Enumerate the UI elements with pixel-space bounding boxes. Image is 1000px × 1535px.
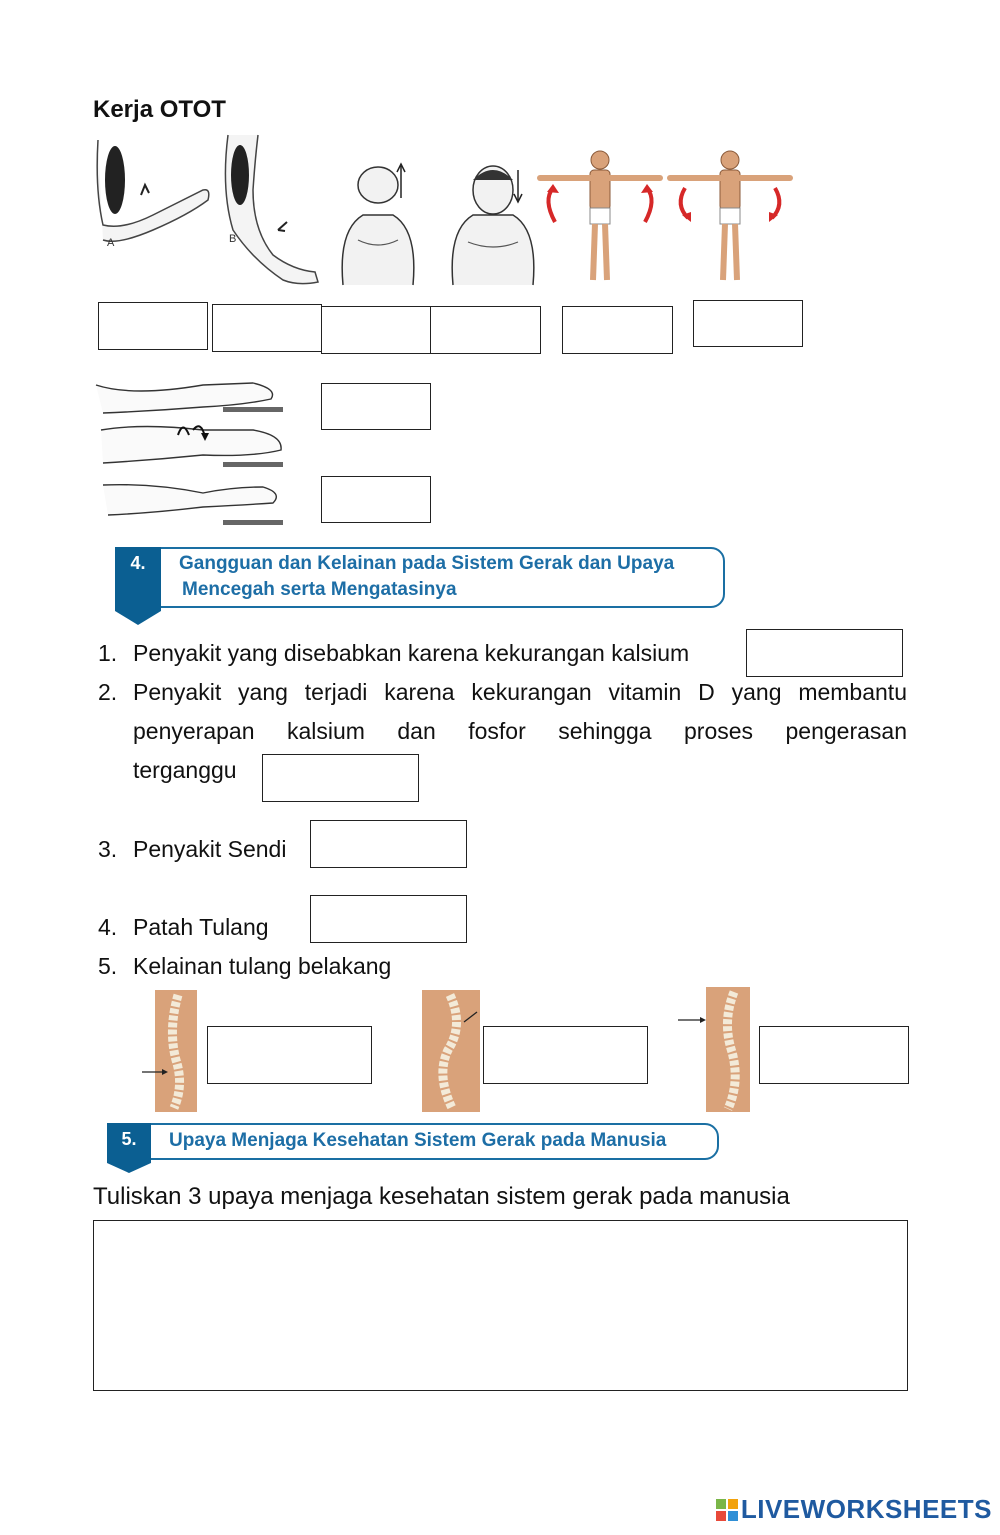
muscle-movement-illustrations xyxy=(93,130,793,290)
instruction-text: Tuliskan 3 upaya menjaga kesehatan sistem gerak pada manusia xyxy=(93,1183,790,1210)
answer-box-spine-3[interactable] xyxy=(759,1026,909,1084)
answer-box-muscle-2[interactable] xyxy=(212,304,322,352)
spine-scoliosis-illustration xyxy=(422,990,480,1112)
question-4-text: Patah Tulang xyxy=(133,914,269,940)
question-3-number: 3. xyxy=(98,836,118,862)
footer-brand-text: LIVEWORKSHEETS xyxy=(740,1494,992,1524)
question-2 xyxy=(98,673,908,793)
question-3-text: Penyakit Sendi xyxy=(133,836,287,862)
section-4-title-line2: Mencegah serta Mengatasinya xyxy=(182,579,457,600)
arm-b-illustration xyxy=(225,135,318,284)
question-2-line1: Penyakit yang terjadi karena kekurangan vitamin D yang membantu xyxy=(133,679,907,705)
section-5-number: 5. xyxy=(121,1129,137,1149)
question-2-line2: penyerapan kalsium dan fosfor sehingga proses pengerasan xyxy=(133,718,907,744)
question-1-text: Penyakit yang disebabkan karena kekurangan kalsium xyxy=(133,640,690,666)
question-5 xyxy=(98,947,598,987)
answer-box-muscle-4[interactable] xyxy=(430,306,541,354)
question-2-number: 2. xyxy=(98,679,118,705)
arm-b-label: B xyxy=(229,233,237,245)
head-up-illustration xyxy=(342,164,414,285)
forearm-rotation-illustration xyxy=(93,375,293,530)
answer-textarea-upaya[interactable] xyxy=(93,1220,908,1391)
question-4-number: 4. xyxy=(98,914,118,940)
spine-kyphosis-illustration xyxy=(676,987,752,1112)
arm-a-label: A xyxy=(107,237,115,249)
answer-box-forearm-2[interactable] xyxy=(321,476,431,523)
liveworksheets-logo-icon xyxy=(716,1499,738,1521)
answer-box-spine-2[interactable] xyxy=(483,1026,648,1084)
section-4-banner xyxy=(115,547,725,625)
section-4-title-line1: Gangguan dan Kelainan pada Sistem Gerak dan Upaya xyxy=(179,553,675,574)
spine-lordosis-illustration xyxy=(140,990,200,1112)
section-4-number: 4. xyxy=(130,553,146,573)
answer-box-q3[interactable] xyxy=(310,820,467,868)
question-5-number: 5. xyxy=(98,953,118,979)
answer-box-muscle-1[interactable] xyxy=(98,302,208,350)
answer-box-spine-1[interactable] xyxy=(207,1026,372,1084)
body-abduction-illustration xyxy=(540,151,660,280)
question-1-number: 1. xyxy=(98,640,118,666)
answer-box-q4[interactable] xyxy=(310,895,467,943)
answer-box-forearm-1[interactable] xyxy=(321,383,431,430)
answer-box-q1[interactable] xyxy=(746,629,903,677)
footer-brand[interactable] xyxy=(716,1494,992,1525)
body-adduction-illustration xyxy=(670,151,790,280)
arm-a-illustration xyxy=(97,140,209,249)
section-5-banner xyxy=(107,1123,719,1173)
question-5-text: Kelainan tulang belakang xyxy=(133,953,392,979)
section-5-title: Upaya Menjaga Kesehatan Sistem Gerak pada Manusia xyxy=(169,1130,667,1151)
head-down-illustration xyxy=(452,166,534,285)
answer-box-q2[interactable] xyxy=(262,754,419,802)
answer-box-muscle-5[interactable] xyxy=(562,306,673,354)
page-title: Kerja OTOT xyxy=(93,96,226,123)
question-2-line3: terganggu xyxy=(133,757,237,783)
answer-box-muscle-6[interactable] xyxy=(693,300,803,347)
answer-box-muscle-3[interactable] xyxy=(321,306,431,354)
